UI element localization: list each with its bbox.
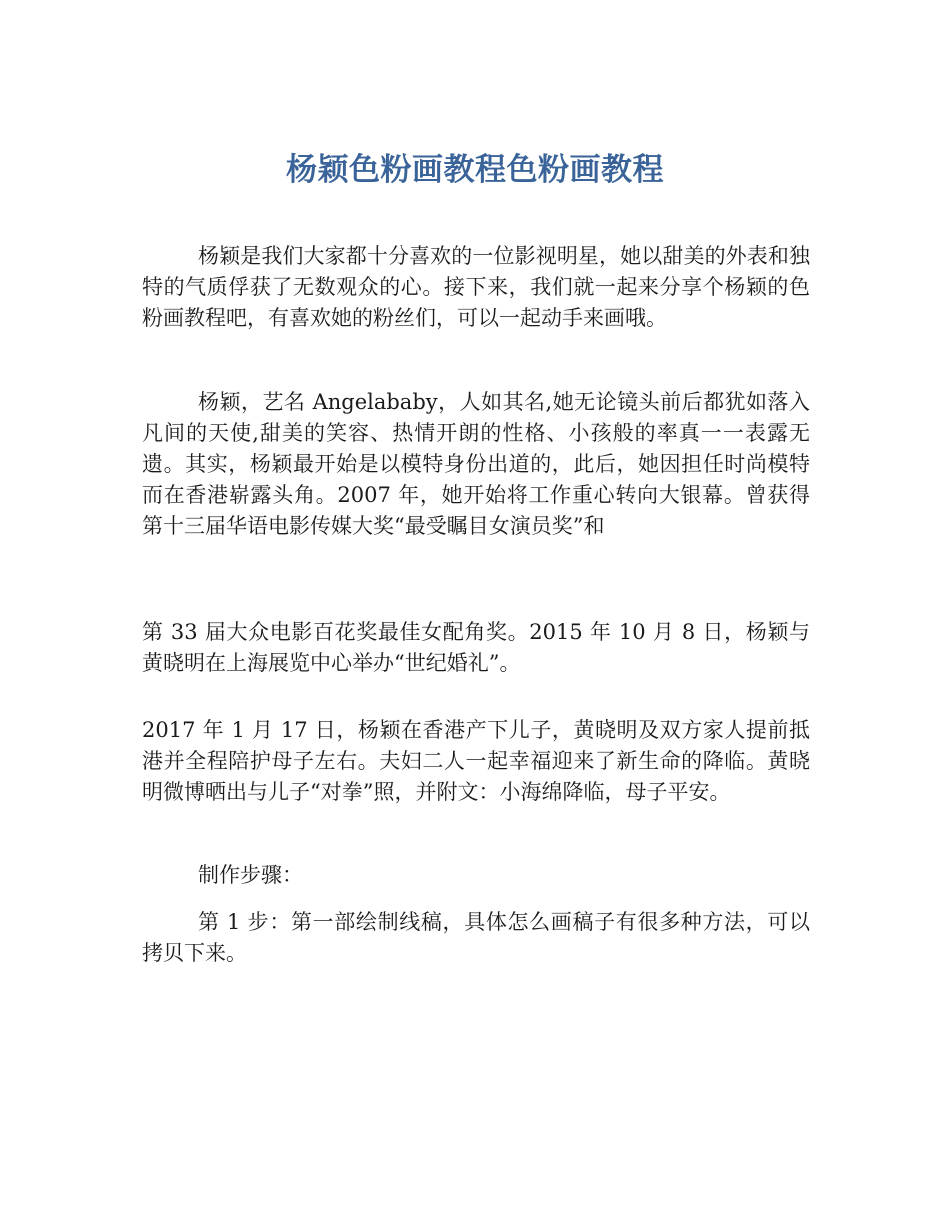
paragraph-step-1: 第 1 步：第一部绘制线稿，具体怎么画稿子有很多种方法，可以拷贝下来。 <box>142 910 810 965</box>
paragraph-intro: 杨颖是我们大家都十分喜欢的一位影视明星，她以甜美的外表和独特的气质俘获了无数观众的心。接下来，我们就一起来分享个杨颖的色粉画教程吧，有喜欢她的粉丝们，可以一起动手来画哦。 <box>142 244 810 330</box>
document-title: 杨颖色粉画教程色粉画教程 <box>286 152 664 188</box>
paragraph-steps-heading: 制作步骤： <box>198 863 303 887</box>
paragraph-biography: 杨颖，艺名 Angelababy，人如其名,她无论镜头前后都犹如落入凡间的天使,甜美的笑容、热情开朗的性格、小孩般的率真一一表露无遗。其实，杨颖最开始是以模特身份出道的，此后，她因担任时尚模特而在香港崭露头角。2007 年，她开始将工作重心转向大银幕。曾获得第十三届华语电影传媒大奖“最受瞩目女演员奖”和 <box>142 390 810 538</box>
paragraph-family: 2017 年 1 月 17 日，杨颖在香港产下儿子，黄晓明及双方家人提前抵港并全程陪护母子左右。夫妇二人一起幸福迎来了新生命的降临。黄晓明微博晒出与儿子“对拳”照，并附文：小海绵降临，母子平安。 <box>142 718 810 804</box>
paragraph-awards: 第 33 届大众电影百花奖最佳女配角奖。2015 年 10 月 8 日，杨颖与黄晓明在上海展览中心举办“世纪婚礼”。 <box>142 620 810 675</box>
